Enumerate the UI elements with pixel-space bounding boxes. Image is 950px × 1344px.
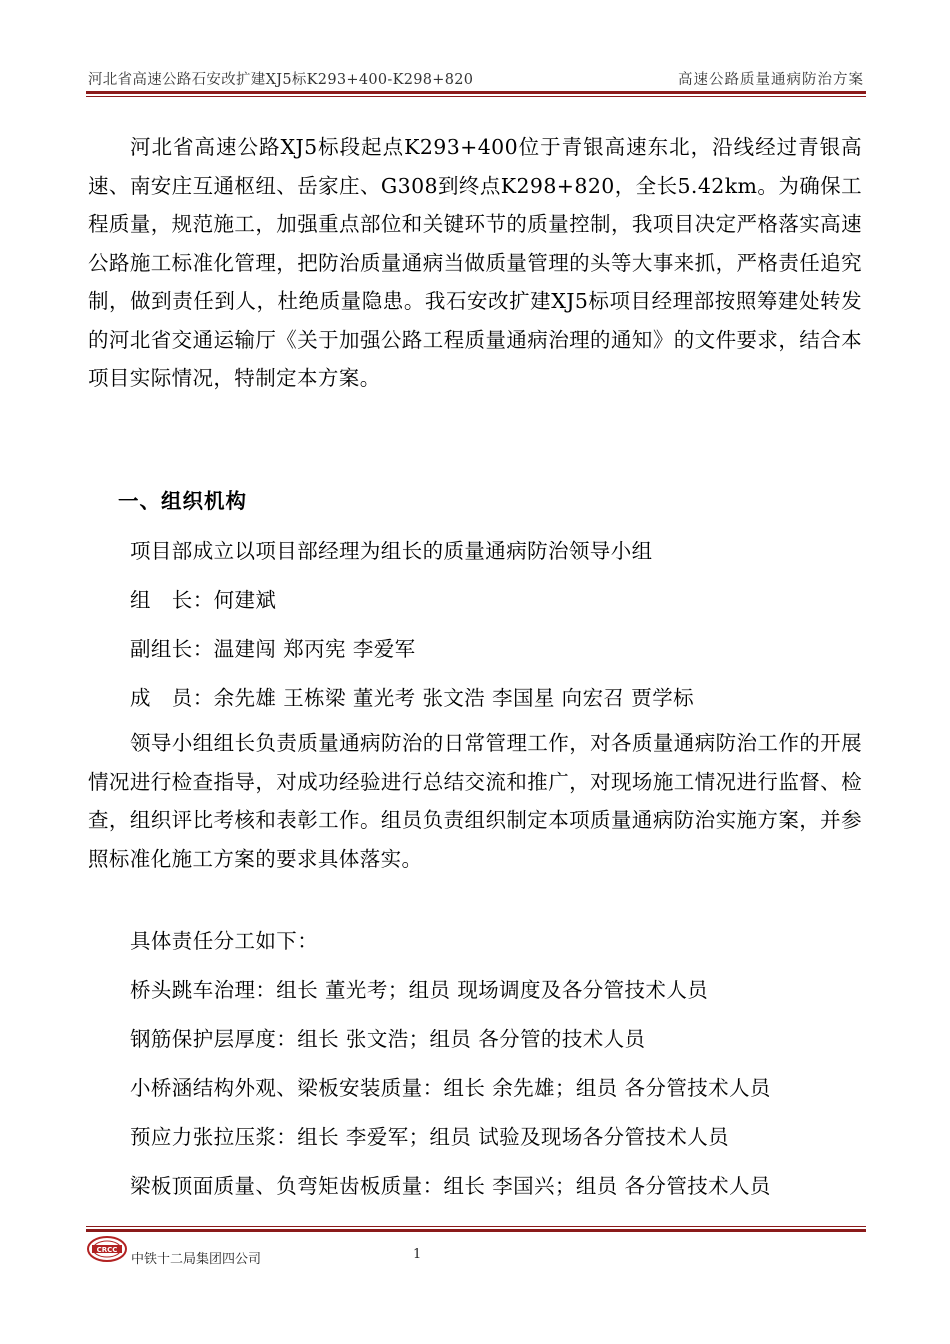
svg-text:CRCC: CRCC [96,1246,118,1254]
header-document-title: 高速公路质量通病防治方案 [678,72,864,88]
division-item: 小桥涵结构外观、梁板安装质量：组长 余先雄；组员 各分管技术人员 [130,1076,771,1100]
footer-company-name: 中铁十二局集团四公司 [131,1252,262,1267]
section-heading-organization: 一、组织机构 [118,489,247,513]
intro-paragraph: 河北省高速公路XJ5标段起点K293+400位于青银高速东北，沿线经过青银高速、南安庄互通枢纽、岳家庄、G308到终点K298+820，全长5.42km。为确保工程质量，规范施工，加强重点部位和关键环节的质量控制，我项目决定严格落实高速公路施工标准化管理，把防治质量通病当做质量管理的头等大事来抓，严格责任追究制，做到责任到人，杜绝质量隐患。我石安改扩建XJ5标项目经理部按照筹建处转发的河北省交通运输厅《关于加强公路工程质量通病治理的通知》的文件要求，结合本项目实际情况，特制定本方案。 [88,135,862,390]
division-item: 梁板顶面质量、负弯矩齿板质量：组长 李国兴；组员 各分管技术人员 [130,1174,771,1198]
company-logo-icon [86,1233,128,1265]
page-header [88,66,864,90]
duty-paragraph: 领导小组组长负责质量通病防治的日常管理工作，对各质量通病防治工作的开展情况进行检查指导，对成功经验进行总结交流和推广，对现场施工情况进行监督、检查，组织评比考核和表彰工作。组员负责组织制定本项质量通病防治实施方案，并参照标准化施工方案的要求具体落实。 [88,731,862,871]
division-item: 桥头跳车治理：组长 董光考；组员 现场调度及各分管技术人员 [130,978,709,1002]
division-item: 预应力张拉压浆：组长 李爱军；组员 试验及现场各分管技术人员 [130,1125,730,1149]
header-project-title: 河北省高速公路石安改扩建XJ5标K293+400-K298+820 [88,72,474,88]
deputy-leader-line: 副组长：温建闯 郑丙宪 李爱军 [130,637,416,661]
group-leader-line: 组 长：何建斌 [130,588,277,612]
members-line: 成 员：余先雄 王栋梁 董光考 张文浩 李国星 向宏召 贾学标 [130,686,694,710]
header-rule-thin [86,96,866,97]
footer-rule-thick [86,1229,866,1232]
division-item: 钢筋保护层厚度：组长 张文浩；组员 各分管的技术人员 [130,1027,646,1051]
footer-rule-thin [86,1226,866,1227]
division-title: 具体责任分工如下： [130,929,319,953]
group-intro-line: 项目部成立以项目部经理为组长的质量通病防治领导小组 [130,539,653,563]
header-rule-thick [86,91,866,94]
page-number: 1 [413,1247,422,1262]
